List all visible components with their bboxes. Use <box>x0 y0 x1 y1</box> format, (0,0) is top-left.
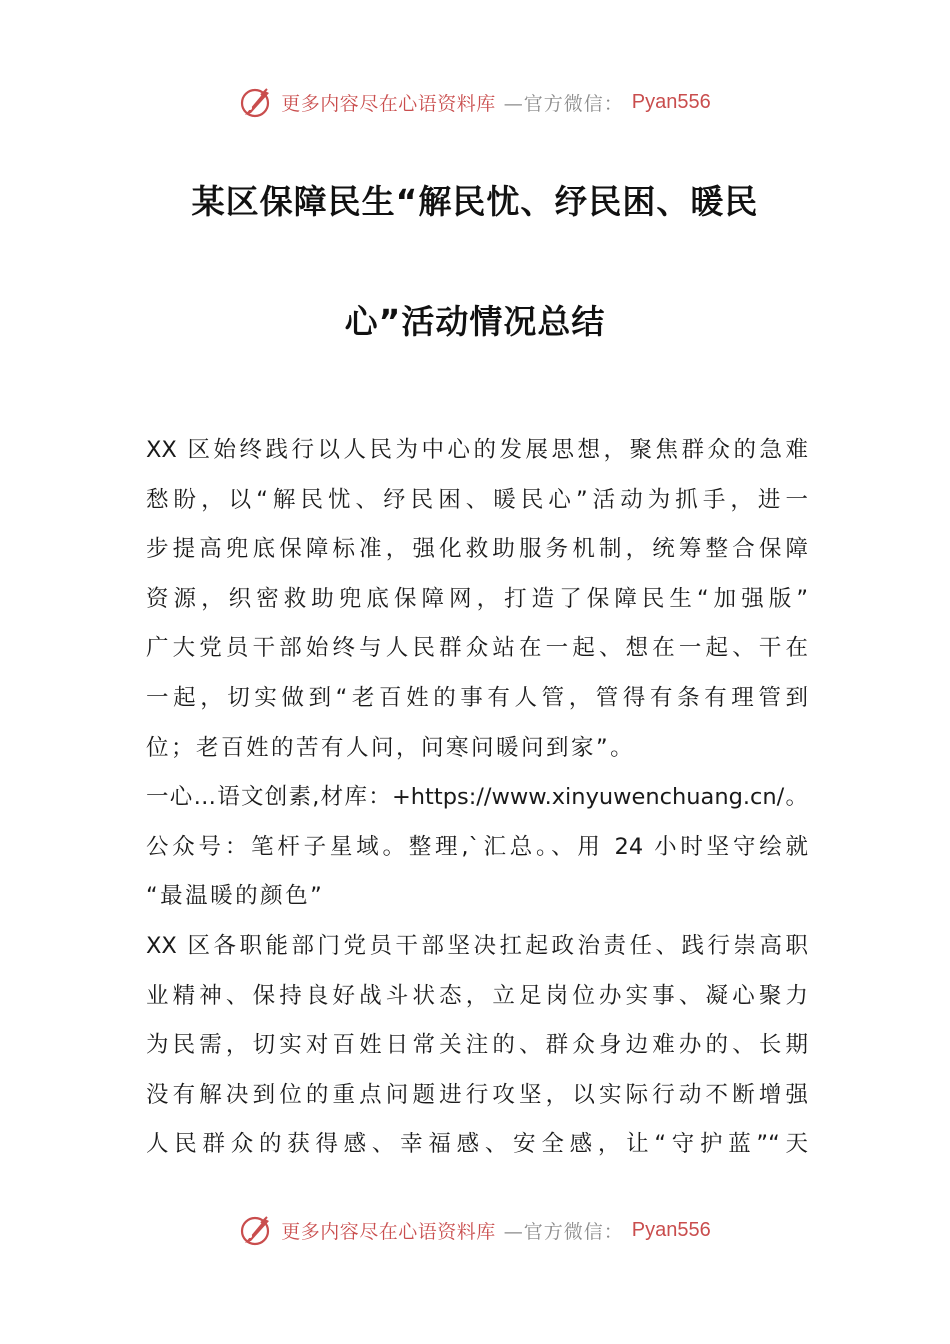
quill-pen-logo-icon <box>239 85 273 119</box>
body-line: 没有解决到位的重点问题进行攻坚，以实际行动不断增强 <box>146 1081 808 1108</box>
body-line: 一心…语文创素,材库：+https://www.xinyuwenchuang.cn/。 <box>146 784 808 811</box>
body-line: 资源，织密救助兜底保障网，打造了保障民生“加强版” <box>146 585 808 612</box>
body-line: 人民群众的获得感、幸福感、安全感，让“守护蓝”“天 <box>146 1131 808 1158</box>
document-title-line-1: 某区保障民生“解民忧、纾民困、暖民 <box>191 182 759 221</box>
watermark-label: —官方微信： <box>503 1220 624 1243</box>
watermark-label: —官方微信： <box>503 92 624 115</box>
body-line: 广大党员干部始终与人民群众站在一起、想在一起、干在 <box>146 635 808 662</box>
body-line: “最温暖的颜色” <box>146 883 325 910</box>
body-line: 公众号：笔杆子星域。整理,`汇总。、用 24 小时坚守绘就 <box>146 833 808 860</box>
header-watermark <box>0 82 950 122</box>
watermark-wechat-id: Pyan556 <box>631 90 711 113</box>
body-line: 业精神、保持良好战斗状态，立足岗位办实事、凝心聚力 <box>146 982 808 1009</box>
body-line: 位；老百姓的苦有人问，问寒问暖问到家”。 <box>146 734 636 761</box>
document-title-line-2: 心”活动情况总结 <box>344 302 606 341</box>
body-line: XX 区始终践行以人民为中心的发展思想，聚焦群众的急难 <box>146 437 808 463</box>
body-line: 为民需，切实对百姓日常关注的、群众身边难办的、长期 <box>146 1032 808 1059</box>
body-line: 愁盼，以“解民忧、纾民困、暖民心”活动为抓手，进一 <box>146 486 808 513</box>
quill-pen-logo-icon <box>239 1213 273 1247</box>
footer-watermark <box>0 1210 950 1250</box>
watermark-wechat-id: Pyan556 <box>631 1218 711 1241</box>
watermark-text: 更多内容尽在心语资料库 <box>281 1220 496 1243</box>
watermark-text: 更多内容尽在心语资料库 <box>281 92 496 115</box>
document-body <box>146 426 808 1170</box>
body-line: XX 区各职能部门党员干部坚决扛起政治责任、践行崇高职 <box>146 932 808 959</box>
body-line: 一起，切实做到“老百姓的事有人管，管得有条有理管到 <box>146 684 808 711</box>
body-line: 步提高兜底保障标准，强化救助服务机制，统筹整合保障 <box>146 536 808 563</box>
